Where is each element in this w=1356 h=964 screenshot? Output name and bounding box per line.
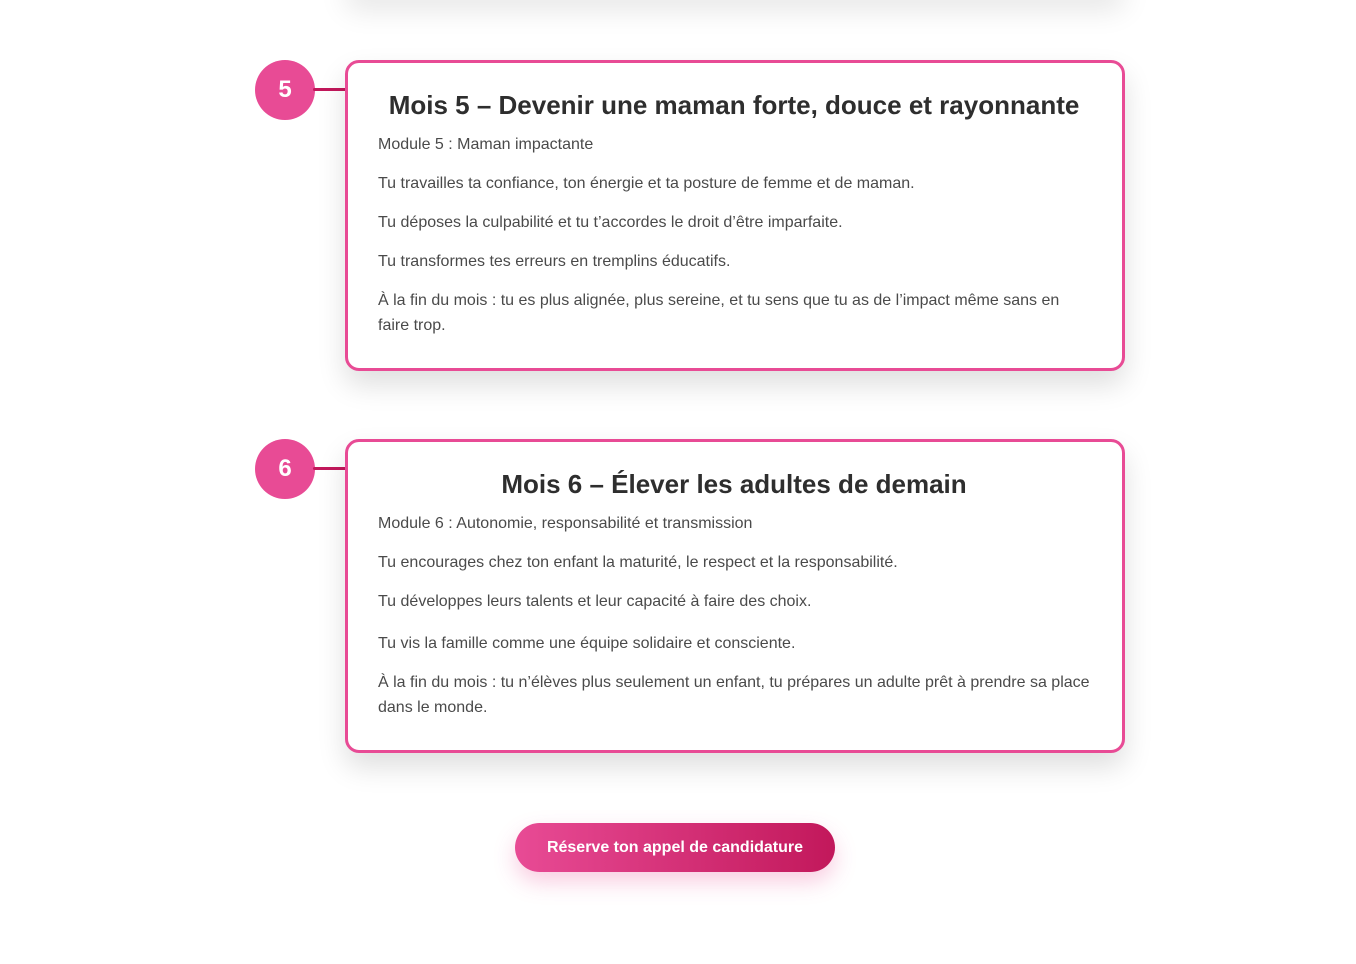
module-label: Module 5 : Maman impactante <box>378 135 594 153</box>
month-card <box>345 439 1125 753</box>
month-outcome-line: À la fin du mois : tu es plus alignée, plus sereine, et tu sens que tu as de l’impact même sans en faire trop. <box>378 291 1060 334</box>
month-title: Mois 6 – Élever les adultes de demain <box>501 469 967 499</box>
step-number-badge: 6 <box>255 439 315 499</box>
month-description-line: Tu vis la famille comme une équipe solidaire et consciente. <box>378 634 796 652</box>
month-description-line: Tu travailles ta confiance, ton énergie et ta posture de femme et de maman. <box>378 174 915 192</box>
month-description-line: Tu déposes la culpabilité et tu t’accordes le droit d’être imparfaite. <box>378 213 843 231</box>
book-call-button[interactable]: Réserve ton appel de candidature <box>515 823 835 872</box>
month-title: Mois 5 – Devenir une maman forte, douce et rayonnante <box>388 90 1080 120</box>
module-label: Module 6 : Autonomie, responsabilité et transmission <box>378 514 753 532</box>
month-outcome-line: À la fin du mois : tu n’élèves plus seulement un enfant, tu prépares un adulte prêt à prendre sa place dans le monde. <box>378 673 1090 716</box>
month-description-line: Tu encourages chez ton enfant la maturité, le respect et la responsabilité. <box>378 553 898 571</box>
month-description-line: Tu développes leurs talents et leur capacité à faire des choix. <box>378 592 812 610</box>
step-number-badge: 5 <box>255 60 315 120</box>
month-card <box>345 60 1125 371</box>
month-description-line: Tu transformes tes erreurs en tremplins éducatifs. <box>378 252 731 270</box>
